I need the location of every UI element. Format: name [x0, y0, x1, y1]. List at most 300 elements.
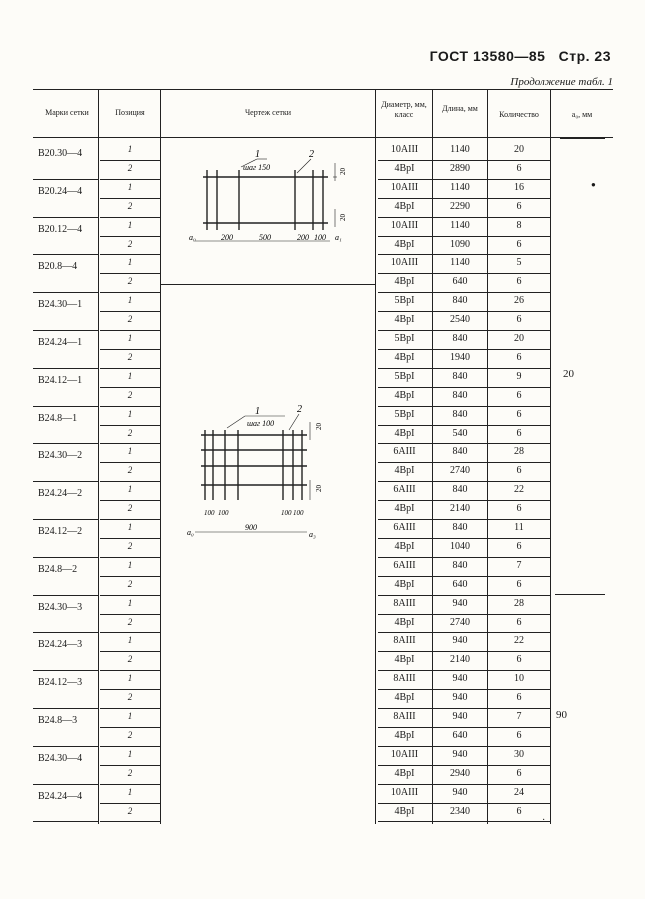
length-cell: 640 [452, 276, 468, 288]
row-rule [100, 803, 160, 804]
position-number: 1 [127, 370, 133, 381]
quantity-cell: 30 [514, 748, 524, 760]
mark-separator [33, 179, 98, 180]
position-number: 2 [127, 238, 133, 249]
position-number: 1 [127, 748, 133, 759]
drawing2-a-left: a₀ [187, 528, 194, 537]
drawing1-step-label: шаг 150 [243, 163, 271, 172]
standard-number: ГОСТ 13580—85 [429, 48, 546, 64]
row-rule [378, 632, 550, 633]
mesh-mark: B24.12—2 [38, 526, 83, 537]
diameter-cell: 6AIII [393, 484, 416, 496]
row-rule [378, 821, 550, 822]
row-rule [100, 576, 160, 577]
col-divider [160, 89, 161, 824]
diameter-cell: 5BpI [394, 333, 415, 344]
row-rule [100, 614, 160, 615]
drawing1-dim-3: 200 [297, 233, 309, 242]
mesh-mark: B24.30—4 [38, 752, 83, 764]
row-rule [378, 462, 550, 463]
length-cell: 2140 [450, 654, 470, 666]
diameter-cell: 4BpI [394, 351, 415, 363]
row-rule [378, 368, 550, 369]
row-rule [100, 349, 160, 350]
a0-left-rule [550, 138, 551, 590]
mark-separator [33, 217, 98, 218]
mark-separator [33, 330, 98, 331]
length-cell: 1090 [450, 238, 470, 250]
quantity-cell: 6 [516, 540, 522, 552]
quantity-cell: 20 [514, 333, 524, 344]
position-number: 1 [127, 144, 133, 154]
drawing1-callout-2: 2 [309, 149, 314, 160]
quantity-cell: 6 [516, 389, 522, 401]
bullet-mark: ● [591, 180, 596, 189]
position-number: 2 [127, 314, 133, 325]
position-number: 1 [127, 181, 133, 192]
position-number: 1 [127, 597, 133, 608]
row-rule [378, 273, 550, 274]
mark-separator [33, 481, 98, 482]
mesh-mark: B24.30—3 [38, 601, 83, 613]
diameter-cell: 5BpI [394, 408, 415, 420]
length-cell: 940 [452, 673, 468, 685]
mesh-mark: B24.30—1 [38, 299, 83, 311]
length-cell: 840 [452, 484, 468, 496]
row-rule [378, 217, 550, 218]
row-rule [100, 538, 160, 539]
quantity-cell: 28 [514, 446, 524, 458]
tick-mark: · [542, 815, 546, 826]
col-header-diameter: Диаметр, мм, класс [381, 100, 427, 119]
quantity-cell: 8 [516, 219, 522, 231]
diameter-cell: 4BpI [394, 805, 415, 817]
drawing1-callout-1: 1 [255, 149, 260, 160]
quantity-cell: 6 [516, 805, 522, 817]
quantity-cell: 6 [516, 503, 522, 515]
drawing2-dim-right: 20 [315, 485, 323, 492]
table-top-rule [33, 89, 613, 90]
quantity-cell: 6 [516, 465, 522, 477]
position-number: 2 [127, 540, 133, 551]
mark-separator [33, 670, 98, 671]
position-number: 1 [127, 711, 133, 721]
mesh-mark: B24.12—1 [38, 374, 83, 386]
diameter-cell: 6AIII [393, 559, 416, 571]
row-rule [100, 254, 160, 255]
mesh-mark: B20.12—4 [38, 223, 83, 235]
diameter-cell: 4BpI [394, 578, 415, 590]
row-rule [378, 803, 550, 804]
a0-value-2: 90 [556, 709, 567, 721]
length-cell: 940 [452, 635, 468, 647]
position-number: 1 [127, 484, 133, 495]
quantity-cell: 10 [514, 673, 524, 685]
length-cell: 840 [452, 389, 468, 401]
length-cell: 840 [452, 370, 468, 382]
position-number: 2 [127, 805, 133, 816]
drawing1-dim-top: 20 [339, 168, 347, 175]
diameter-cell: 4BpI [394, 692, 415, 704]
diameter-cell: 4BpI [394, 465, 415, 477]
drawing1-a-left: a₀ [189, 233, 196, 242]
row-rule [100, 557, 160, 558]
row-rule [378, 481, 550, 482]
quantity-cell: 7 [516, 559, 522, 571]
diameter-cell: 10AIII [390, 219, 419, 231]
diameter-cell: 5BpI [394, 370, 415, 382]
row-rule [100, 689, 160, 690]
page-number: Стр. 23 [558, 48, 611, 64]
row-rule [378, 406, 550, 407]
quantity-cell: 16 [514, 181, 524, 193]
row-rule [100, 651, 160, 652]
length-cell: 540 [452, 427, 468, 439]
row-rule [100, 425, 160, 426]
diameter-cell: 4BpI [394, 767, 415, 779]
length-cell: 1140 [450, 144, 470, 155]
quantity-cell: 26 [514, 295, 524, 307]
position-number: 1 [127, 295, 133, 306]
quantity-cell: 28 [514, 597, 524, 609]
col-header-a0: a₀, мм [571, 110, 593, 119]
col-header-mark: Марки сетки [45, 108, 89, 117]
row-rule [100, 292, 160, 293]
mesh-mark: B20.30—4 [38, 148, 83, 159]
mesh-drawing-2 [185, 400, 365, 545]
row-rule [378, 595, 550, 596]
row-rule [378, 557, 550, 558]
row-rule [378, 443, 550, 444]
quantity-cell: 6 [516, 351, 522, 363]
col-header-quantity: Количество [499, 110, 539, 119]
row-rule [100, 519, 160, 520]
row-rule [378, 614, 550, 615]
position-number: 2 [127, 162, 133, 173]
position-number: 1 [127, 446, 133, 457]
length-cell: 2740 [450, 465, 470, 477]
diameter-cell: 4BpI [394, 654, 415, 666]
row-rule [100, 462, 160, 463]
quantity-cell: 6 [516, 616, 522, 628]
length-cell: 2290 [450, 200, 470, 212]
mesh-drawing-1 [185, 145, 365, 255]
row-rule [378, 349, 550, 350]
length-cell: 940 [452, 692, 468, 704]
row-rule [100, 368, 160, 369]
row-rule [100, 198, 160, 199]
diameter-cell: 4BpI [394, 729, 415, 741]
diameter-cell: 4BpI [394, 162, 415, 174]
row-rule [378, 236, 550, 237]
length-cell: 2890 [450, 162, 470, 174]
mark-separator [33, 254, 98, 255]
row-rule [378, 500, 550, 501]
mark-separator [33, 595, 98, 596]
diameter-cell: 10AIII [390, 786, 419, 798]
mesh-mark: B20.24—4 [38, 185, 83, 197]
diameter-cell: 4BpI [394, 389, 415, 401]
drawing1-dim-1: 200 [221, 233, 233, 242]
mesh-mark: B24.8—2 [38, 563, 78, 575]
row-rule [378, 651, 550, 652]
diameter-cell: 4BpI [394, 540, 415, 552]
row-rule [378, 519, 550, 520]
mesh-mark: B24.24—1 [38, 337, 83, 348]
quantity-cell: 9 [516, 370, 522, 382]
row-rule [100, 160, 160, 161]
position-number: 1 [127, 673, 133, 684]
row-rule [378, 746, 550, 747]
length-cell: 840 [452, 408, 468, 420]
col-divider [98, 89, 99, 824]
position-number: 1 [127, 408, 133, 419]
row-rule [378, 670, 550, 671]
position-number: 2 [127, 654, 133, 665]
quantity-cell: 6 [516, 578, 522, 590]
mesh-mark: B24.24—4 [38, 790, 83, 802]
position-number: 1 [127, 786, 133, 797]
diameter-cell: 4BpI [394, 238, 415, 250]
row-rule [100, 311, 160, 312]
length-cell: 2940 [450, 767, 470, 779]
diameter-cell: 10AIII [390, 748, 419, 760]
row-rule [378, 330, 550, 331]
row-rule [100, 632, 160, 633]
row-rule [100, 179, 160, 180]
diameter-cell: 4BpI [394, 503, 415, 515]
mark-separator [33, 557, 98, 558]
position-number: 2 [127, 389, 133, 400]
quantity-cell: 6 [516, 408, 522, 420]
quantity-cell: 6 [516, 162, 522, 174]
length-cell: 940 [452, 748, 468, 760]
position-number: 2 [127, 351, 133, 362]
row-rule [100, 406, 160, 407]
position-number: 2 [127, 616, 133, 627]
page-header [430, 48, 611, 64]
length-cell: 640 [452, 578, 468, 590]
position-number: 2 [127, 503, 133, 514]
row-rule [378, 292, 550, 293]
length-cell: 840 [452, 559, 468, 571]
quantity-cell: 6 [516, 276, 522, 288]
header-bottom-rule [33, 137, 613, 138]
row-rule [378, 727, 550, 728]
row-rule [378, 254, 550, 255]
row-rule [378, 689, 550, 690]
length-cell: 840 [452, 446, 468, 458]
position-number: 2 [127, 276, 133, 287]
row-rule [378, 425, 550, 426]
drawing2-dim-1: 100 [204, 509, 215, 517]
col-header-length: Длина, мм [442, 104, 478, 113]
drawing2-dim-3: 100 [281, 509, 292, 517]
quantity-cell: 5 [516, 257, 522, 269]
mark-separator [33, 368, 98, 369]
row-rule [378, 708, 550, 709]
length-cell: 2140 [450, 503, 470, 515]
continuation-label: Продолжение табл. 1 [510, 76, 613, 88]
mark-separator [33, 784, 98, 785]
position-number: 2 [127, 427, 133, 438]
position-number: 2 [127, 692, 133, 703]
mark-separator [33, 746, 98, 747]
quantity-cell: 6 [516, 314, 522, 326]
row-rule [100, 236, 160, 237]
length-cell: 940 [452, 711, 468, 722]
row-rule [100, 481, 160, 482]
drawing1-a-right: a₁ [335, 233, 342, 242]
row-rule [100, 595, 160, 596]
quantity-cell: 20 [514, 144, 524, 155]
mesh-mark: B24.8—3 [38, 715, 78, 726]
diameter-cell: 5BpI [394, 295, 415, 307]
length-cell: 1140 [450, 219, 470, 231]
row-rule [378, 160, 550, 161]
quantity-cell: 24 [514, 786, 524, 798]
row-rule [100, 765, 160, 766]
length-cell: 840 [452, 522, 468, 533]
position-number: 2 [127, 578, 133, 589]
position-number: 1 [127, 635, 133, 646]
row-rule [100, 670, 160, 671]
diameter-cell: 8AIII [393, 673, 416, 685]
mark-separator [33, 519, 98, 520]
col-header-position: Позиция [115, 108, 145, 117]
col-divider [432, 89, 433, 824]
drawing2-dim-4: 100 [293, 509, 304, 517]
row-rule [100, 387, 160, 388]
mark-separator [33, 708, 98, 709]
row-rule [100, 727, 160, 728]
length-cell: 940 [452, 597, 468, 609]
col-header-drawing: Чертеж сетки [244, 108, 292, 117]
diameter-cell: 4BpI [394, 200, 415, 212]
mark-separator [33, 292, 98, 293]
drawing2-a-right: a₃ [309, 530, 316, 539]
row-rule [378, 784, 550, 785]
row-rule [378, 576, 550, 577]
mesh-mark: B20.8—4 [38, 261, 78, 273]
length-cell: 1940 [450, 351, 470, 363]
diameter-cell: 10AIII [390, 144, 419, 155]
row-rule [100, 500, 160, 501]
drawing2-callout-1: 1 [255, 406, 260, 417]
length-cell: 2340 [450, 805, 470, 817]
drawing2-total: 900 [245, 523, 257, 532]
mark-separator [33, 632, 98, 633]
length-cell: 940 [452, 786, 468, 798]
row-rule [100, 784, 160, 785]
length-cell: 840 [452, 295, 468, 307]
length-cell: 2740 [450, 616, 470, 628]
quantity-cell: 6 [516, 200, 522, 212]
row-rule [100, 273, 160, 274]
drawing2-dim-top: 20 [315, 423, 323, 430]
mesh-mark: B24.30—2 [38, 450, 83, 462]
drawing1-dim-2: 500 [259, 233, 271, 242]
quantity-cell: 6 [516, 238, 522, 250]
quantity-cell: 6 [516, 427, 522, 439]
drawing2-dim-2: 100 [218, 509, 229, 517]
position-number: 2 [127, 465, 133, 476]
quantity-cell: 6 [516, 654, 522, 666]
diameter-cell: 10AIII [390, 257, 419, 269]
position-number: 1 [127, 559, 133, 570]
a0-value-1: 20 [563, 368, 574, 380]
position-number: 2 [127, 200, 133, 211]
mesh-mark: B24.24—3 [38, 639, 83, 651]
diameter-cell: 4BpI [394, 314, 415, 326]
length-cell: 1140 [450, 257, 470, 269]
diameter-cell: 8AIII [393, 597, 416, 609]
row-rule [378, 765, 550, 766]
position-number: 1 [127, 333, 133, 343]
drawing2-step-label: шаг 100 [247, 419, 275, 428]
row-rule [378, 198, 550, 199]
diameter-cell: 6AIII [393, 446, 416, 458]
position-number: 2 [127, 729, 133, 740]
length-cell: 2540 [450, 314, 470, 326]
position-number: 1 [127, 522, 133, 532]
mesh-mark: B24.24—2 [38, 488, 83, 500]
diameter-cell: 4BpI [394, 616, 415, 628]
col-divider [375, 89, 376, 824]
drawing-separator [160, 284, 375, 285]
quantity-cell: 11 [514, 522, 524, 533]
a0-separator [555, 594, 605, 595]
drawing1-dim-right: 20 [339, 214, 347, 221]
row-rule [378, 311, 550, 312]
row-rule [100, 217, 160, 218]
diameter-cell: 4BpI [394, 427, 415, 439]
mark-separator [33, 406, 98, 407]
diameter-cell: 6AIII [393, 522, 416, 533]
quantity-cell: 6 [516, 729, 522, 741]
quantity-cell: 22 [514, 484, 524, 496]
row-rule [100, 330, 160, 331]
diameter-cell: 8AIII [393, 711, 416, 722]
quantity-cell: 22 [514, 635, 524, 647]
mark-separator [33, 821, 98, 822]
quantity-cell: 7 [516, 711, 522, 722]
drawing2-callout-2: 2 [297, 404, 302, 415]
diameter-cell: 4BpI [394, 276, 415, 288]
mesh-mark: B24.8—1 [38, 412, 78, 424]
row-rule [100, 708, 160, 709]
position-number: 2 [127, 767, 133, 778]
quantity-cell: 6 [516, 767, 522, 779]
col-divider [487, 89, 488, 824]
diameter-cell: 8AIII [393, 635, 416, 647]
position-number: 1 [127, 219, 133, 230]
mark-separator [33, 443, 98, 444]
mesh-mark: B24.12—3 [38, 677, 83, 689]
diameter-cell: 10AIII [390, 181, 419, 193]
row-rule [100, 821, 160, 822]
length-cell: 840 [452, 333, 468, 344]
position-number: 1 [127, 257, 133, 268]
row-rule [378, 538, 550, 539]
drawing1-dim-4: 100 [314, 233, 326, 242]
a0-top-rule [560, 138, 605, 139]
length-cell: 1140 [450, 181, 470, 193]
row-rule [378, 387, 550, 388]
row-rule [100, 443, 160, 444]
length-cell: 1040 [450, 540, 470, 552]
row-rule [100, 746, 160, 747]
